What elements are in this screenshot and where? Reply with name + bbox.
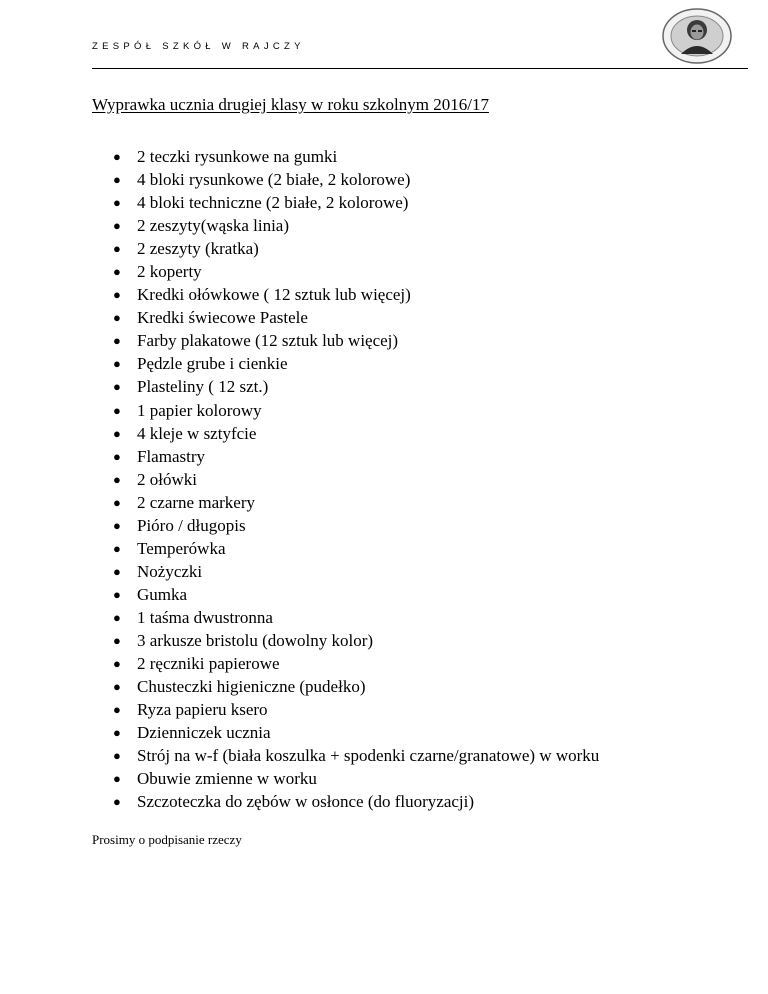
list-item bbox=[92, 514, 599, 537]
list-item bbox=[92, 721, 599, 744]
list-item-text: 2 czarne markery bbox=[137, 492, 255, 512]
list-item bbox=[92, 191, 599, 214]
bullet-icon: ● bbox=[113, 310, 121, 326]
bullet-icon: ● bbox=[113, 356, 121, 372]
list-item bbox=[92, 560, 599, 583]
bullet-icon: ● bbox=[113, 379, 121, 395]
list-item-text: 2 ołówki bbox=[137, 469, 197, 489]
bullet-icon: ● bbox=[113, 172, 121, 188]
list-item bbox=[92, 260, 599, 283]
bullet-icon: ● bbox=[113, 794, 121, 810]
header-divider bbox=[92, 68, 748, 69]
bullet-icon: ● bbox=[113, 264, 121, 280]
list-item-text: Gumka bbox=[137, 584, 188, 604]
list-item bbox=[92, 537, 599, 560]
list-item bbox=[92, 329, 599, 352]
bullet-icon: ● bbox=[113, 586, 121, 602]
list-item-text: 3 arkusze bristolu (dowolny kolor) bbox=[137, 630, 374, 650]
list-item bbox=[92, 145, 599, 168]
list-item bbox=[92, 698, 599, 721]
list-item-text: Pędzle grube i cienkie bbox=[137, 354, 288, 374]
list-item-text: Chusteczki higieniczne (pudełko) bbox=[137, 677, 366, 697]
list-item bbox=[92, 629, 599, 652]
list-item-text: Pióro / długopis bbox=[137, 515, 246, 535]
list-item-text: 2 zeszyty(wąska linia) bbox=[137, 216, 289, 236]
bullet-icon: ● bbox=[113, 609, 121, 625]
bullet-icon: ● bbox=[113, 748, 121, 764]
list-item bbox=[92, 652, 599, 675]
list-item-text: Dzienniczek ucznia bbox=[137, 723, 271, 743]
bullet-icon: ● bbox=[113, 771, 121, 787]
list-item-text: Nożyczki bbox=[137, 561, 203, 581]
school-header: ZESPÓŁ SZKÓŁ W RAJCZY bbox=[92, 41, 305, 52]
bullet-icon: ● bbox=[113, 725, 121, 741]
bullet-icon: ● bbox=[113, 632, 121, 648]
list-item bbox=[92, 468, 599, 491]
list-item-text: 1 papier kolorowy bbox=[137, 400, 262, 420]
bullet-icon: ● bbox=[113, 702, 121, 718]
bullet-icon: ● bbox=[113, 195, 121, 211]
list-item-text: 4 bloki techniczne (2 białe, 2 kolorowe) bbox=[137, 193, 409, 213]
list-item bbox=[92, 583, 599, 606]
list-item-text: 1 taśma dwustronna bbox=[137, 607, 273, 627]
list-item-text: Kredki świecowe Pastele bbox=[137, 308, 308, 328]
list-item bbox=[92, 306, 599, 329]
list-item bbox=[92, 399, 599, 422]
bullet-icon: ● bbox=[113, 679, 121, 695]
bullet-icon: ● bbox=[113, 656, 121, 672]
list-item-text: 4 kleje w sztyfcie bbox=[137, 423, 257, 443]
list-item-text: Ryza papieru ksero bbox=[137, 700, 268, 720]
list-item-text: Farby plakatowe (12 sztuk lub więcej) bbox=[137, 331, 399, 351]
list-item bbox=[92, 422, 599, 445]
bullet-icon: ● bbox=[113, 333, 121, 349]
list-item bbox=[92, 491, 599, 514]
bullet-icon: ● bbox=[113, 241, 121, 257]
list-item bbox=[92, 675, 599, 698]
list-item bbox=[92, 352, 599, 375]
list-item-text: Temperówka bbox=[137, 538, 226, 558]
list-item bbox=[92, 168, 599, 191]
bullet-icon: ● bbox=[113, 402, 121, 418]
bullet-icon: ● bbox=[113, 149, 121, 164]
list-item-text: Strój na w-f (biała koszulka + spodenki czarne/granatowe) w worku bbox=[137, 746, 600, 766]
list-item bbox=[92, 767, 599, 790]
bullet-icon: ● bbox=[113, 494, 121, 510]
list-item bbox=[92, 214, 599, 237]
bullet-icon: ● bbox=[113, 563, 121, 579]
list-item-text: 4 bloki rysunkowe (2 białe, 2 kolorowe) bbox=[137, 170, 411, 190]
list-item-text: Flamastry bbox=[137, 446, 205, 466]
list-item bbox=[92, 606, 599, 629]
list-item-text: 2 koperty bbox=[137, 262, 202, 282]
bullet-icon: ● bbox=[113, 540, 121, 556]
list-item-text: 2 teczki rysunkowe na gumki bbox=[137, 147, 338, 166]
list-item bbox=[92, 744, 599, 767]
bullet-icon: ● bbox=[113, 425, 121, 441]
list-item-text: Kredki ołówkowe ( 12 sztuk lub więcej) bbox=[137, 285, 411, 305]
bullet-icon: ● bbox=[113, 287, 121, 303]
footer-note: Prosimy o podpisanie rzeczy bbox=[92, 832, 242, 847]
supply-list bbox=[92, 145, 599, 813]
list-item-text: Obuwie zmienne w worku bbox=[137, 769, 317, 789]
list-item-text: Szczoteczka do zębów w osłonce (do fluoryzacji) bbox=[137, 792, 475, 812]
list-item-text: Plasteliny ( 12 szt.) bbox=[137, 377, 269, 397]
school-seal-icon bbox=[661, 8, 733, 64]
list-item-text: 2 zeszyty (kratka) bbox=[137, 239, 259, 259]
bullet-icon: ● bbox=[113, 517, 121, 533]
list-item-text: 2 ręczniki papierowe bbox=[137, 654, 280, 674]
bullet-icon: ● bbox=[113, 218, 121, 234]
page-title: Wyprawka ucznia drugiej klasy w roku szkolnym 2016/17 bbox=[92, 95, 489, 114]
bullet-icon: ● bbox=[113, 471, 121, 487]
list-item bbox=[92, 283, 599, 306]
list-item bbox=[92, 237, 599, 260]
bullet-icon: ● bbox=[113, 448, 121, 464]
list-item bbox=[92, 445, 599, 468]
list-item bbox=[92, 790, 599, 813]
list-item bbox=[92, 375, 599, 398]
